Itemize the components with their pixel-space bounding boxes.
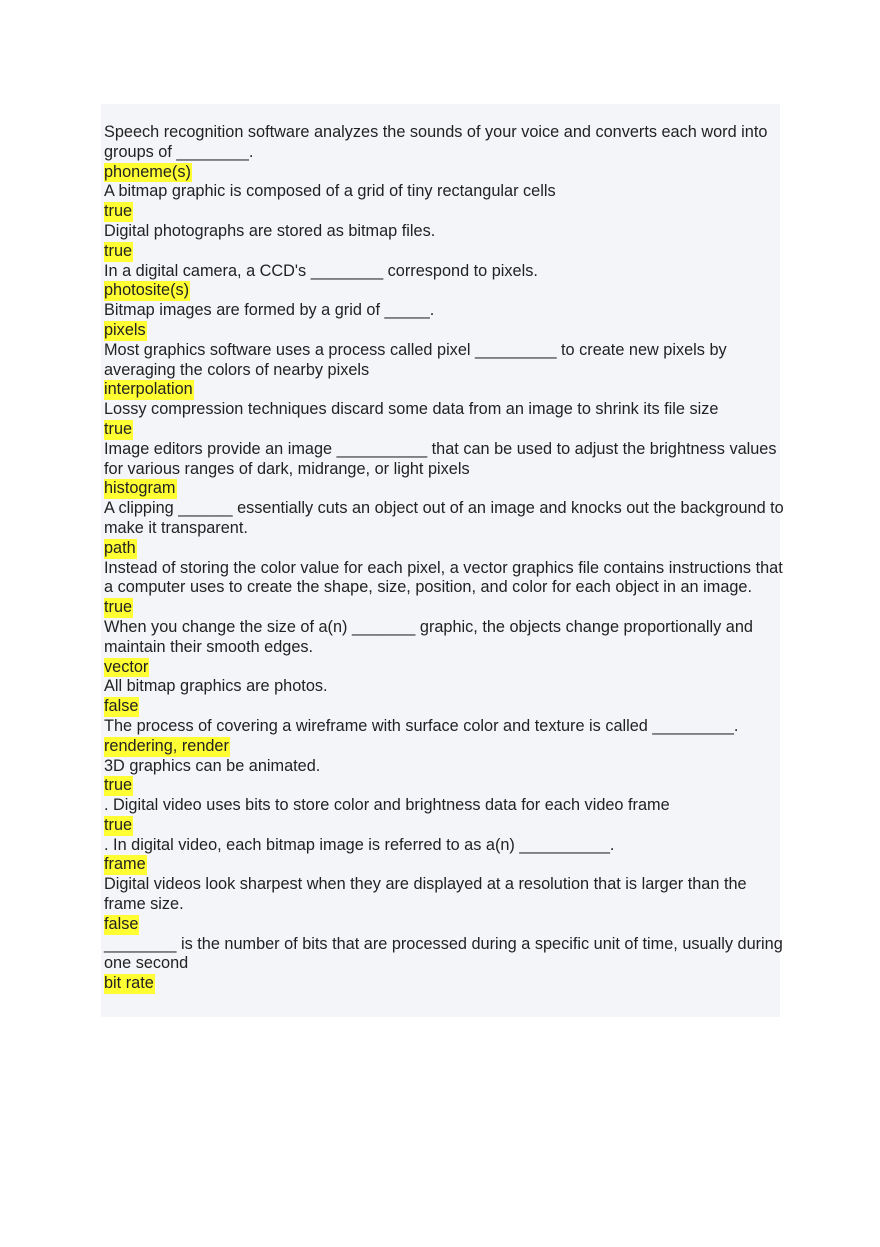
question-text: Instead of storing the color value for each pixel, a vector graphics file contains instructions that a computer uses to create the shape, size, position, and color for each object in an image.: [104, 558, 783, 597]
answer-highlight: rendering, render: [104, 736, 229, 755]
question-text: Most graphics software uses a process called pixel _________ to create new pixels by averaging the colors of nearby pixels: [104, 340, 727, 379]
flashcard-item: [104, 796, 784, 836]
flashcard-item: [104, 301, 784, 341]
answer-highlight: true: [104, 241, 133, 260]
flashcard-item: [104, 440, 784, 499]
question-text: In a digital camera, a CCD's ________ correspond to pixels.: [104, 261, 538, 280]
question-text: Bitmap images are formed by a grid of _____.: [104, 301, 435, 320]
flashcard-item: [104, 757, 784, 797]
answer-highlight: pixels: [104, 320, 146, 339]
question-text: . In digital video, each bitmap image is referred to as a(n) __________.: [104, 835, 615, 854]
answer-highlight: vector: [104, 657, 149, 676]
answer-highlight: phoneme(s): [104, 162, 191, 181]
flashcard-list: [104, 123, 784, 994]
flashcard-item: [104, 677, 784, 717]
question-text: When you change the size of a(n) _______ graphic, the objects change proportionally and maintain their smooth edges.: [104, 617, 753, 656]
question-text: Digital photographs are stored as bitmap files.: [104, 221, 436, 240]
flashcard-item: [104, 123, 784, 182]
question-text: The process of covering a wireframe with surface color and texture is called _________.: [104, 716, 739, 735]
flashcard-item: [104, 341, 784, 400]
flashcard-item: [104, 717, 784, 757]
question-text: Image editors provide an image __________ that can be used to adjust the brightness values for various ranges of dark, midrange, or light pixels: [104, 439, 777, 478]
answer-highlight: true: [104, 598, 133, 617]
answer-highlight: true: [104, 776, 133, 795]
answer-highlight: interpolation: [104, 380, 193, 399]
flashcard-item: [104, 836, 784, 876]
flashcard-item: [104, 262, 784, 302]
answer-highlight: frame: [104, 855, 146, 874]
question-text: Digital videos look sharpest when they are displayed at a resolution that is larger than the frame size.: [104, 875, 747, 914]
answer-highlight: true: [104, 202, 133, 221]
flashcard-item: [104, 559, 784, 618]
flashcard-item: [104, 400, 784, 440]
flashcard-item: [104, 618, 784, 677]
answer-highlight: false: [104, 697, 139, 716]
answer-highlight: false: [104, 914, 139, 933]
answer-highlight: true: [104, 815, 133, 834]
question-text: ________ is the number of bits that are processed during a specific unit of time, usually during one second: [104, 934, 783, 973]
question-text: A clipping ______ essentially cuts an object out of an image and knocks out the background to make it transparent.: [104, 499, 784, 537]
question-text: A bitmap graphic is composed of a grid of tiny rectangular cells: [104, 182, 556, 201]
answer-highlight: photosite(s): [104, 281, 190, 300]
flashcard-item: [104, 499, 784, 558]
question-text: . Digital video uses bits to store color and brightness data for each video frame: [104, 796, 670, 815]
flashcard-item: [104, 222, 784, 262]
answer-highlight: histogram: [104, 479, 176, 498]
flashcard-item: [104, 875, 784, 934]
question-text: 3D graphics can be animated.: [104, 756, 321, 775]
question-text: Lossy compression techniques discard some data from an image to shrink its file size: [104, 400, 719, 419]
question-text: All bitmap graphics are photos.: [104, 677, 328, 696]
answer-highlight: true: [104, 419, 133, 438]
answer-highlight: bit rate: [104, 974, 154, 993]
question-text: Speech recognition software analyzes the sounds of your voice and converts each word into groups of ________.: [104, 123, 768, 161]
answer-highlight: path: [104, 538, 136, 557]
flashcard-item: [104, 182, 784, 222]
flashcard-item: [104, 935, 784, 994]
